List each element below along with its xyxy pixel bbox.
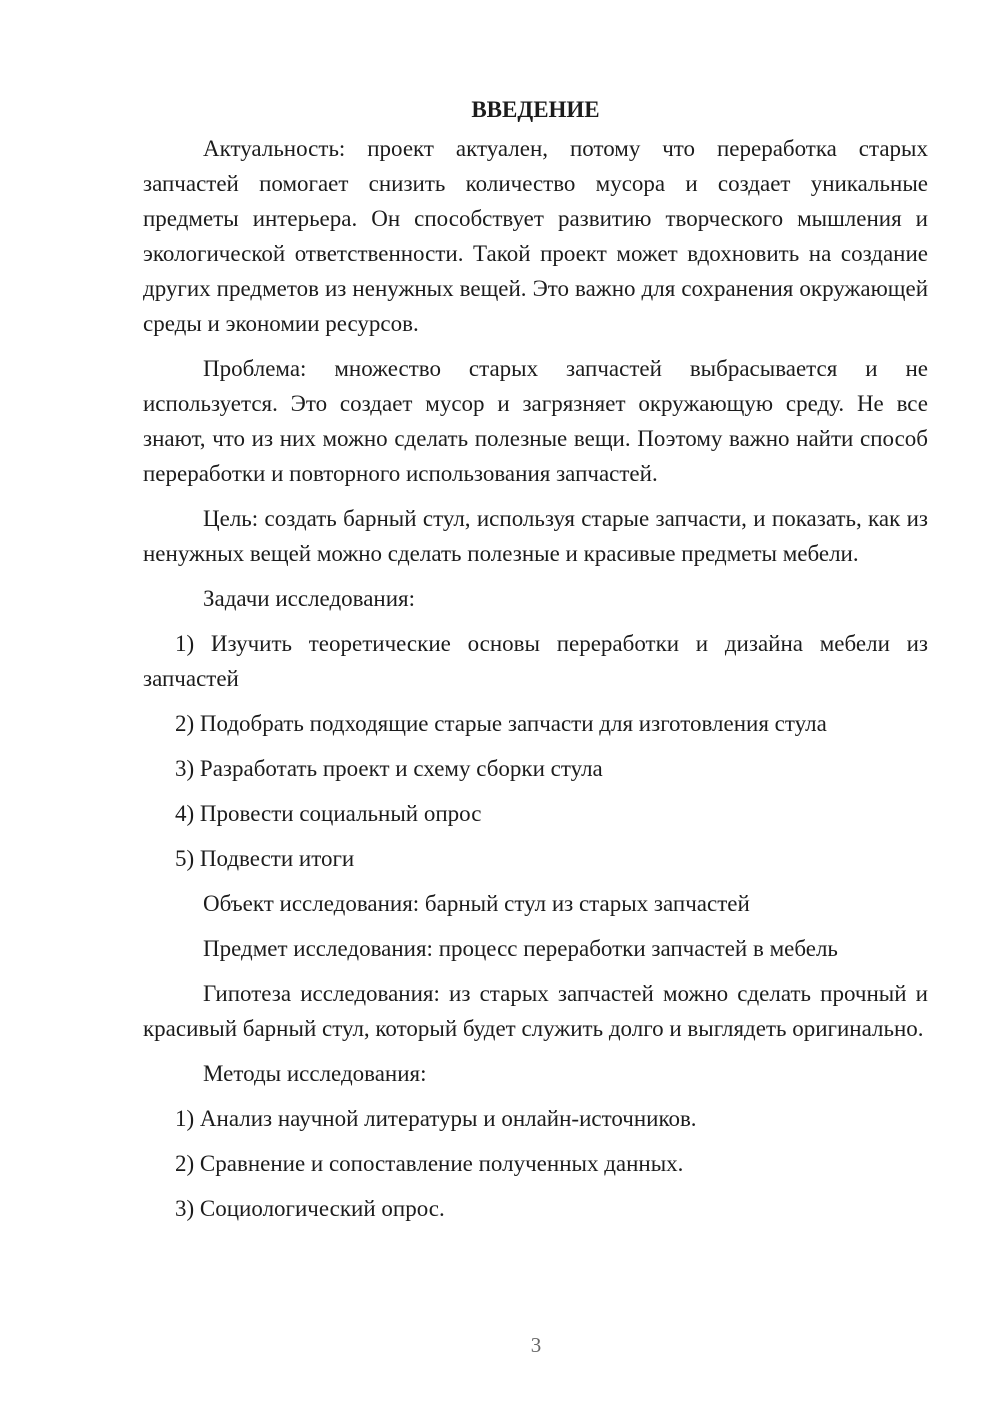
hypothesis-paragraph: Гипотеза исследования: из старых запчастей можно сделать прочный и красивый барный стул, который будет служить долго и выглядеть оригинально.: [143, 981, 928, 1041]
page-number: 3: [530, 1333, 542, 1357]
list-item: 1) Анализ научной литературы и онлайн-источников.: [175, 1106, 697, 1131]
problem-paragraph: Проблема: множество старых запчастей выбрасывается и не используется. Это создает мусор и загрязняет окружающую среду. Не все знают, что из них можно сделать полезные вещи. Поэтому важно найти способ переработки и повторного использования запчастей.: [143, 356, 928, 486]
page-title: ВВЕДЕНИЕ: [471, 97, 600, 122]
list-item: 4) Провести социальный опрос: [175, 801, 482, 826]
subject-line: Предмет исследования: процесс переработки запчастей в мебель: [203, 936, 838, 961]
list-item: 3) Социологический опрос.: [175, 1196, 445, 1221]
tasks-title: Задачи исследования:: [203, 586, 416, 611]
list-item: 1) Изучить теоретические основы переработки и дизайна мебели из запчастей: [143, 631, 928, 691]
relevance-paragraph: Актуальность: проект актуален, потому что переработка старых запчастей помогает снизить количество мусора и создает уникальные предметы интерьера. Он способствует развитию творческого мышления и экологической ответственности. Такой проект может вдохновить на создание других предметов из ненужных вещей. Это важно для сохранения окружающей среды и экономии ресурсов.: [143, 136, 928, 336]
list-item: 2) Подобрать подходящие старые запчасти для изготовления стула: [175, 711, 827, 736]
methods-title: Методы исследования:: [203, 1061, 427, 1086]
page-content: [143, 92, 928, 1236]
list-item: 3) Разработать проект и схему сборки стула: [175, 756, 603, 781]
methods-list: [143, 1101, 928, 1226]
object-line: Объект исследования: барный стул из старых запчастей: [203, 891, 750, 916]
goal-paragraph: Цель: создать барный стул, используя старые запчасти, и показать, как из ненужных вещей можно сделать полезные и красивые предметы мебели.: [143, 506, 928, 566]
list-item: 2) Сравнение и сопоставление полученных данных.: [175, 1151, 684, 1176]
tasks-list: [143, 626, 928, 876]
list-item: 5) Подвести итоги: [175, 846, 355, 871]
